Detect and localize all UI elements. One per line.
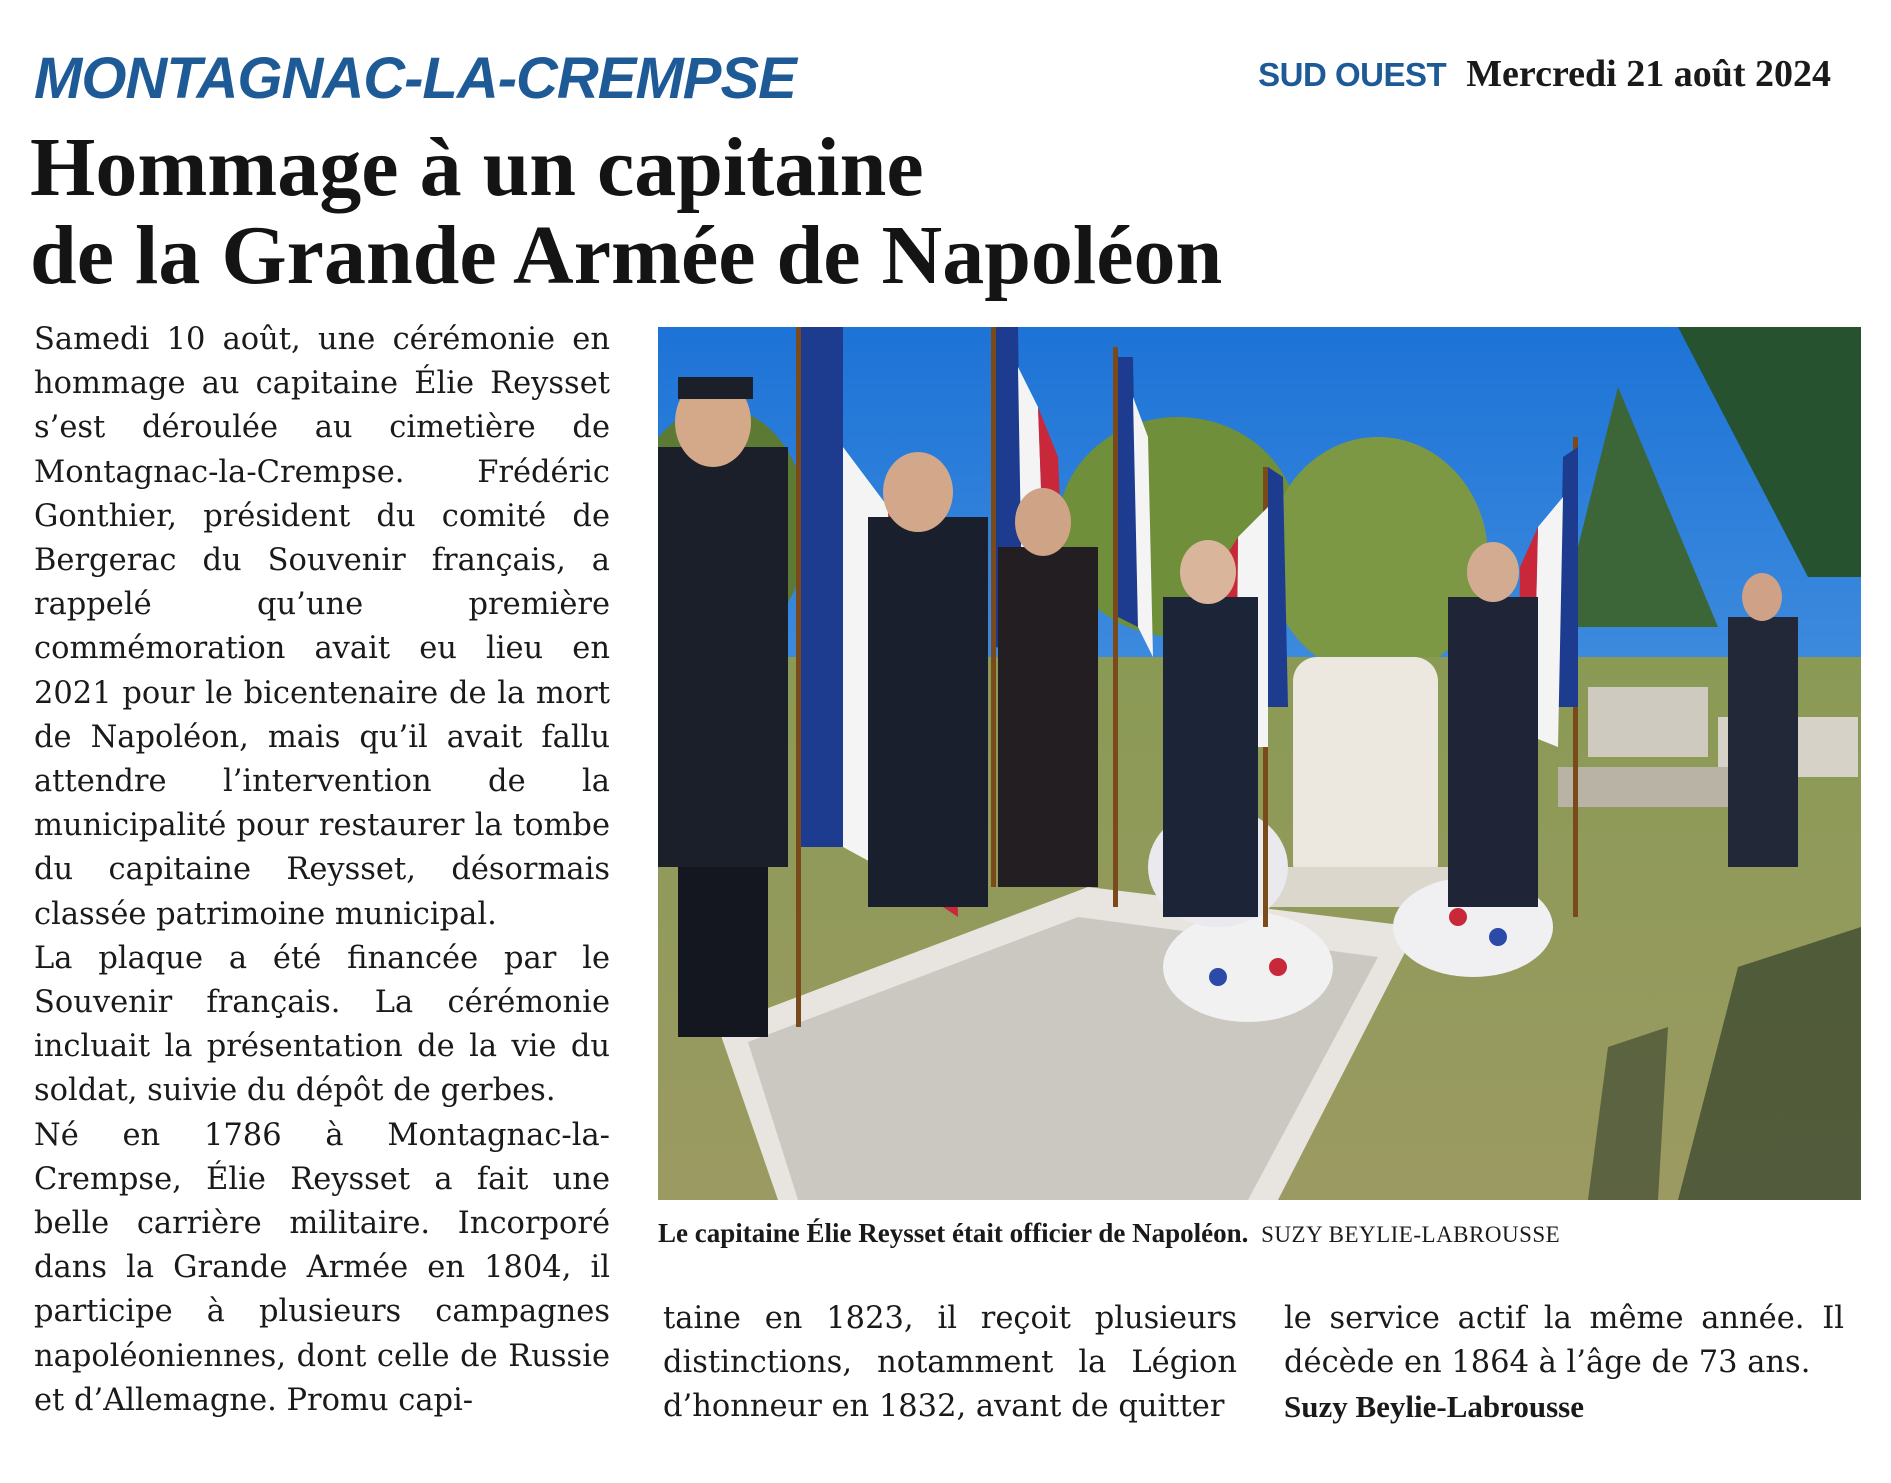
ceremony-photo [658, 327, 1861, 1200]
article-paragraph-3: Né en 1786 à Montagnac-la-Crempse, Élie Reysset a fait une belle carrière militaire. Incorporé dans la Grande Armée en 1804, il participe à plusieurs campagnes napoléoniennes, dont celle de Russie et d’Allemagne. Promu capi- [34, 1117, 610, 1418]
newspaper-brand: SUD OUEST [1258, 56, 1447, 93]
article-paragraph-2: La plaque a été financée par le Souvenir français. La cérémonie incluait la présentation de la vie du soldat, suivie du dépôt de gerbes. [34, 940, 610, 1109]
caption-text: Le capitaine Élie Reysset était officier de Napoléon. [658, 1218, 1249, 1248]
masthead [1258, 52, 1831, 96]
author-signature: Suzy Beylie-Labrousse [1284, 1389, 1584, 1425]
article-column-1 [34, 318, 610, 1423]
article-column-3-text: le service actif la même année. Il décède en 1864 à l’âge de 73 ans. [1284, 1301, 1844, 1381]
photo-caption [658, 1218, 1861, 1249]
headline [30, 121, 1223, 302]
headline-line-1: Hommage à un capitaine [30, 121, 924, 214]
headline-line-2: de la Grande Armée de Napoléon [30, 209, 1223, 302]
photo-credit: SUZY BEYLIE-LABROUSSE [1261, 1222, 1561, 1247]
kicker-location: MONTAGNAC-LA-CREMPSE [34, 46, 796, 111]
article-column-2-text: taine en 1823, il reçoit plusieurs distinctions, notamment la Légion d’honneur en 1832, avant de quitter [663, 1301, 1237, 1425]
publication-date: Mercredi 21 août 2024 [1466, 53, 1831, 95]
article-column-3 [1284, 1297, 1844, 1430]
article-column-2 [663, 1297, 1237, 1430]
article-paragraph-1: Samedi 10 août, une cérémonie en hommage au capitaine Élie Reysset s’est déroulée au cimetière de Montagnac-la-Crempse. Frédéric Gonthier, président du comité de Bergerac du Souvenir français, a rappelé qu’une première commémoration avait eu lieu en 2021 pour le bicentenaire de la mort de Napoléon, mais qu’il avait fallu attendre l’intervention de la municipalité pour restaurer la tombe du capitaine Reysset, désormais classée patrimoine municipal. [34, 322, 610, 932]
